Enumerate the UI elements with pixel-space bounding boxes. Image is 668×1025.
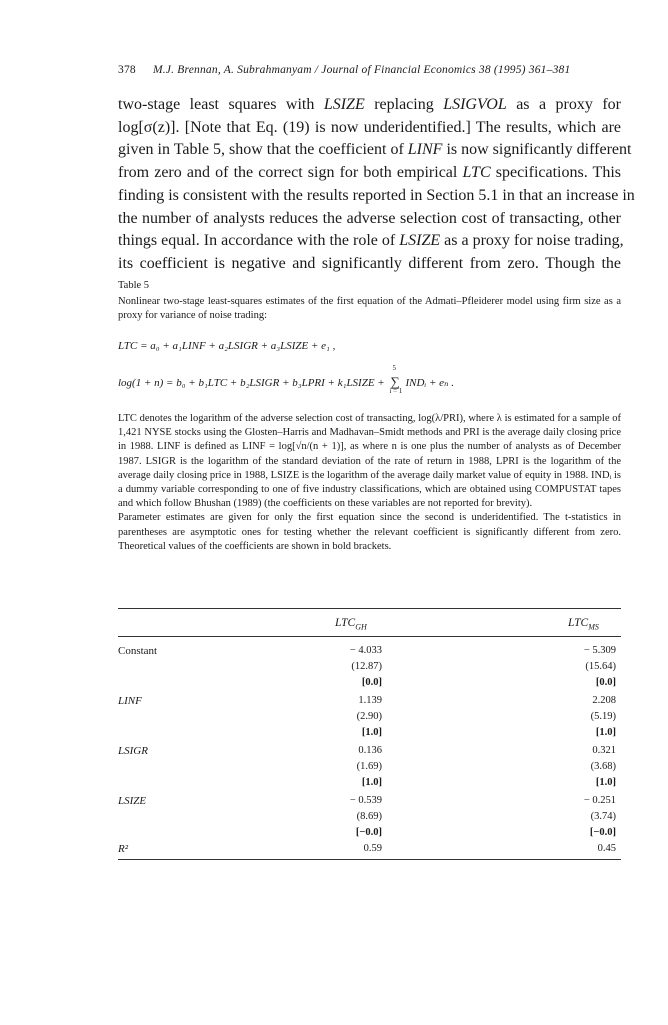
- body-line: the number of analysts reduces the adverse selection cost of transacting, other: [118, 209, 621, 227]
- body-line: log[σ(z)]. [Note that Eq. (19) is now underidentified.] The results, which are: [118, 118, 621, 136]
- cell-theory: [0.0]: [361, 677, 382, 688]
- journal-citation: M.J. Brennan, A. Subrahmanyam / Journal of Financial Economics 38 (1995) 361–381: [152, 64, 571, 76]
- row-label-lsize: LSIZE: [118, 795, 147, 807]
- summation-symbol: ∑ 5 i = 1: [389, 364, 403, 395]
- cell-theory: [1.0]: [361, 777, 382, 788]
- cell-theory: [−0.0]: [355, 827, 382, 838]
- cell-t-stat: (3.74): [590, 811, 616, 822]
- cell-t-stat: (15.64): [585, 661, 616, 672]
- cell-t-stat: (5.19): [590, 711, 616, 722]
- cell-estimate: 0.321: [592, 745, 616, 756]
- cell-t-stat: (3.68): [590, 761, 616, 772]
- cell-estimate: 0.136: [358, 745, 382, 756]
- cell-estimate: − 4.033: [349, 645, 382, 656]
- row-label-lsigr: LSIGR: [118, 745, 148, 757]
- equation-log-analysts: log(1 + n) = b₀ + b₁LTC + b₂LSIGR + b₃LPRI + k₁LSIZE + ∑ 5 i = 1 INDᵢ + eₙ .: [118, 364, 454, 395]
- table-caption: Nonlinear two-stage least-squares estimates of the first equation of the Admati–Pfleiderer model using firm size as a proxy for variance of noise trading:: [118, 296, 621, 321]
- cell-t-stat: (1.69): [356, 761, 382, 772]
- table-label: Table 5: [118, 280, 150, 291]
- body-line: two-stage least squares with LSIZE replacing LSIGVOL as a proxy for: [118, 96, 622, 113]
- body-line: given in Table 5, show that the coefficient of LINF is now significantly different: [118, 141, 632, 159]
- column-header-ltc-gh: $LTC_{GH}$: [335, 617, 367, 632]
- row-label-constant: Constant: [118, 645, 158, 657]
- cell-theory: [−0.0]: [589, 827, 616, 838]
- cell-estimate: − 0.251: [583, 795, 616, 806]
- table-note: LTC denotes the logarithm of the adverse selection cost of transacting, log(λ/PRI), where λ is estimated for a sample of 1,421 NYSE stocks using the Glosten–Harris and Madhavan–Smidt methods and PRI is the average daily closing price in 1988. LINF is defined as LINF = log[√n/(n + 1)], as where n is one plus the number of analysts as of December 1987. LSIGR is the logarithm of the standard deviation of the rate of return in 1988, LPRI is the logarithm of the average daily closing price in 1988, LSIZE is the logarithm of the average daily market value of equity in 1988. INDᵢ is a dummy variable corresponding to one of five industry classifications, which are obtained using COMPUSTAT tapes and which follow Bhushan (1989) (the coefficients on these variables are not reported for brevity).: [118, 413, 621, 510]
- running-head: [118, 64, 570, 76]
- cell-theory: [1.0]: [361, 727, 382, 738]
- cell-r-squared: 0.45: [597, 843, 616, 854]
- cell-t-stat: (8.69): [356, 811, 382, 822]
- body-paragraph: [118, 94, 635, 276]
- table-top-rule: [118, 608, 621, 609]
- body-line: finding is consistent with the results reported in Section 5.1 in that an increase in: [118, 186, 635, 204]
- row-label-r-squared: R²: [118, 843, 129, 855]
- cell-estimate: 2.208: [592, 695, 616, 706]
- body-line: from zero and of the correct sign for both empirical LTC specifications. This: [118, 164, 622, 182]
- cell-r-squared: 0.59: [363, 843, 382, 854]
- cell-t-stat: (2.90): [356, 711, 382, 722]
- cell-t-stat: (12.87): [351, 661, 382, 672]
- row-label-linf: LINF: [118, 695, 142, 707]
- table-header-rule: [118, 636, 621, 637]
- cell-theory: [1.0]: [595, 727, 616, 738]
- cell-estimate: 1.139: [358, 695, 382, 706]
- table-notes: [118, 412, 621, 554]
- equation-ltc: LTC = a₀ + a₁LINF + a₂LSIGR + a₃LSIZE + e₁ ,: [118, 340, 336, 352]
- table-bottom-rule: [118, 859, 621, 860]
- column-header-ltc-ms: $LTC_{MS}$: [568, 617, 599, 632]
- body-line: things equal. In accordance with the role of LSIZE as a proxy for noise trading,: [118, 232, 624, 250]
- cell-estimate: − 5.309: [583, 645, 616, 656]
- cell-estimate: − 0.539: [349, 795, 382, 806]
- cell-theory: [1.0]: [595, 777, 616, 788]
- body-line: its coefficient is negative and significantly different from zero. Though the: [118, 254, 621, 272]
- table-note: Parameter estimates are given for only the first equation since the second is underidentified. The t-statistics in parentheses are asymptotic ones for testing whether the relevant coefficient is significantly different from zero. Theoretical values of the coefficients are shown in bold brackets.: [118, 512, 621, 552]
- page-number: 378: [118, 64, 136, 76]
- cell-theory: [0.0]: [595, 677, 616, 688]
